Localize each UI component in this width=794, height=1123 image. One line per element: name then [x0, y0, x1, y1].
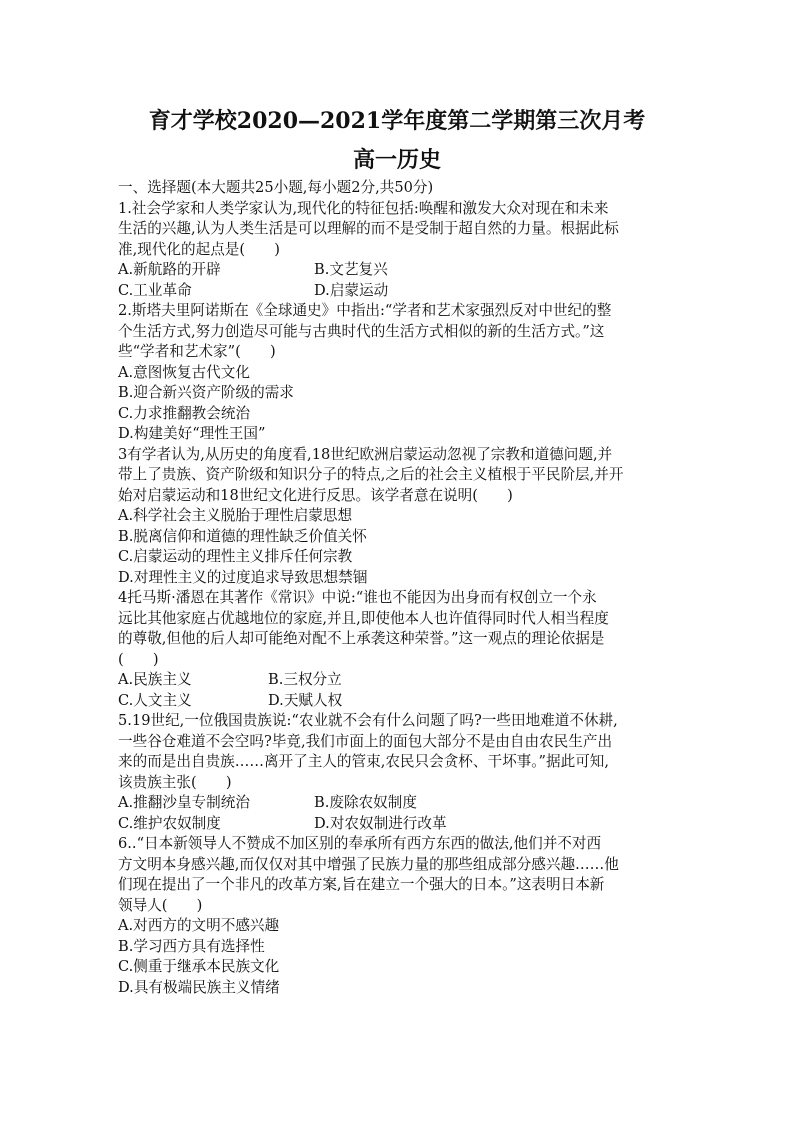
question-3-option-c: C.启蒙运动的理性主义排斥任何宗教	[118, 548, 353, 565]
question-5-option-d: D.对农奴制进行改革	[314, 814, 447, 832]
question-2-option-c: C.力求推翻教会统治	[118, 404, 251, 422]
question-1-options-row-2	[118, 281, 678, 302]
question-4-option-d: D.天赋人权	[268, 691, 343, 709]
question-1-option-b: B.文艺复兴	[314, 261, 388, 278]
question-1-option-d: D.启蒙运动	[314, 281, 389, 299]
question-1-option-a: A.新航路的开辟	[118, 261, 221, 278]
question-2-stem-line-3: 些“学者和艺术家”( )	[118, 343, 276, 360]
question-4-option-b: B.三权分立	[268, 671, 342, 688]
question-2-stem-line-2: 个生活方式,努力创造尽可能与古典时代的生活方式相似的新的生活方式。”这	[118, 322, 605, 340]
question-5-stem-line-3: 来的而是出自贵族……离开了主人的管束,农民只会贪杯、干坏事。”据此可知,	[118, 753, 610, 770]
question-1-option-c: C.工业革命	[118, 281, 192, 299]
question-6-stem-line-4: 领导人( )	[118, 896, 203, 914]
question-6-option-c: C.侧重于继承本民族文化	[118, 958, 280, 975]
question-4-option-a: A.民族主义	[118, 671, 192, 688]
question-4-options-row-1	[118, 670, 678, 691]
question-5-options-row-1	[118, 793, 678, 814]
exam-title: 育才学校2020—2021学年度第二学期第三次月考	[148, 108, 646, 134]
question-5-option-a: A.推翻沙皇专制统治	[118, 794, 250, 811]
question-6-stem-line-2: 方文明本身感兴趣,而仅仅对其中增强了民族力量的那些组成部分感兴趣……他	[118, 855, 619, 873]
question-1-stem-line-2: 生活的兴趣,认为人类生活是可以理解的而不是受制于超自然的力量。根据此标	[118, 220, 619, 237]
question-1-options-row-1	[118, 260, 678, 281]
question-5-stem-line-2: 一些谷仓难道不会空吗?毕竟,我们市面上的面包大部分不是由自由农民生产出	[118, 732, 613, 750]
question-2-option-d: D.构建美好“理性王国”	[118, 425, 266, 442]
section-heading: 一、选择题(本大题共25小题,每小题2分,共50分)	[118, 179, 434, 196]
question-3-stem-line-1: 3有学者认为,从历史的角度看,18世纪欧洲启蒙运动忽视了宗教和道德问题,并	[118, 445, 613, 463]
question-5-stem-line-4: 该贵族主张( )	[118, 773, 232, 791]
question-2-option-a: A.意图恢复古代文化	[118, 363, 250, 381]
question-4-stem-line-3: 的尊敬,但他的后人却可能绝对配不上承袭这种荣誉。”这一观点的理论依据是	[118, 630, 605, 647]
question-6-option-b: B.学习西方具有选择性	[118, 937, 265, 955]
question-6-option-a: A.对西方的文明不感兴趣	[118, 917, 280, 934]
question-3-option-d: D.对理性主义的过度追求导致思想禁锢	[118, 568, 368, 586]
question-4-options-row-2	[118, 691, 678, 712]
question-5-stem-line-1: 5.19世纪,一位俄国贵族说:“农业就不会有什么问题了吗?一些田地难道不休耕,	[118, 712, 618, 729]
question-6-option-d: D.具有极端民族主义情绪	[118, 978, 280, 996]
question-4-stem-line-2: 远比其他家庭占优越地位的家庭,并且,即使他本人也许值得同时代人相当程度	[118, 609, 609, 627]
question-list	[118, 178, 678, 998]
question-5-option-b: B.废除农奴制度	[314, 794, 417, 811]
question-4-stem-line-4: ( )	[118, 650, 159, 668]
question-3-stem-line-3: 始对启蒙运动和18世纪文化进行反思。该学者意在说明( )	[118, 486, 513, 504]
question-1-stem-line-1: 1.社会学家和人类学家认为,现代化的特征包括:唤醒和激发大众对现在和未来	[118, 199, 609, 217]
question-5-options-row-2	[118, 814, 678, 835]
question-2-option-b: B.迎合新兴资产阶级的需求	[118, 384, 294, 401]
question-3-option-b: B.脱离信仰和道德的理性缺乏价值关怀	[118, 527, 367, 545]
question-2-stem-line-1: 2.斯塔夫里阿诺斯在《全球通史》中指出:“学者和艺术家强烈反对中世纪的整	[118, 302, 612, 319]
question-6-stem-line-3: 们现在提出了一个非凡的改革方案,旨在建立一个强大的日本。”这表明日本新	[118, 876, 605, 893]
question-4-stem-line-1: 4托马斯·潘恩在其著作《常识》中说:“谁也不能因为出身而有权创立一个永	[118, 589, 597, 606]
exam-subject: 高一历史	[352, 147, 441, 173]
question-5-option-c: C.维护农奴制度	[118, 814, 221, 832]
question-3-option-a: A.科学社会主义脱胎于理性启蒙思想	[118, 507, 353, 524]
question-3-stem-line-2: 带上了贵族、资产阶级和知识分子的特点,之后的社会主义植根于平民阶层,并开	[118, 466, 624, 483]
question-4-option-c: C.人文主义	[118, 691, 192, 709]
question-1-stem-line-3: 准,现代化的起点是( )	[118, 240, 280, 258]
question-6-stem-line-1: 6..“日本新领导人不赞成不加区别的奉承所有西方东西的做法,他们并不对西	[118, 835, 602, 852]
